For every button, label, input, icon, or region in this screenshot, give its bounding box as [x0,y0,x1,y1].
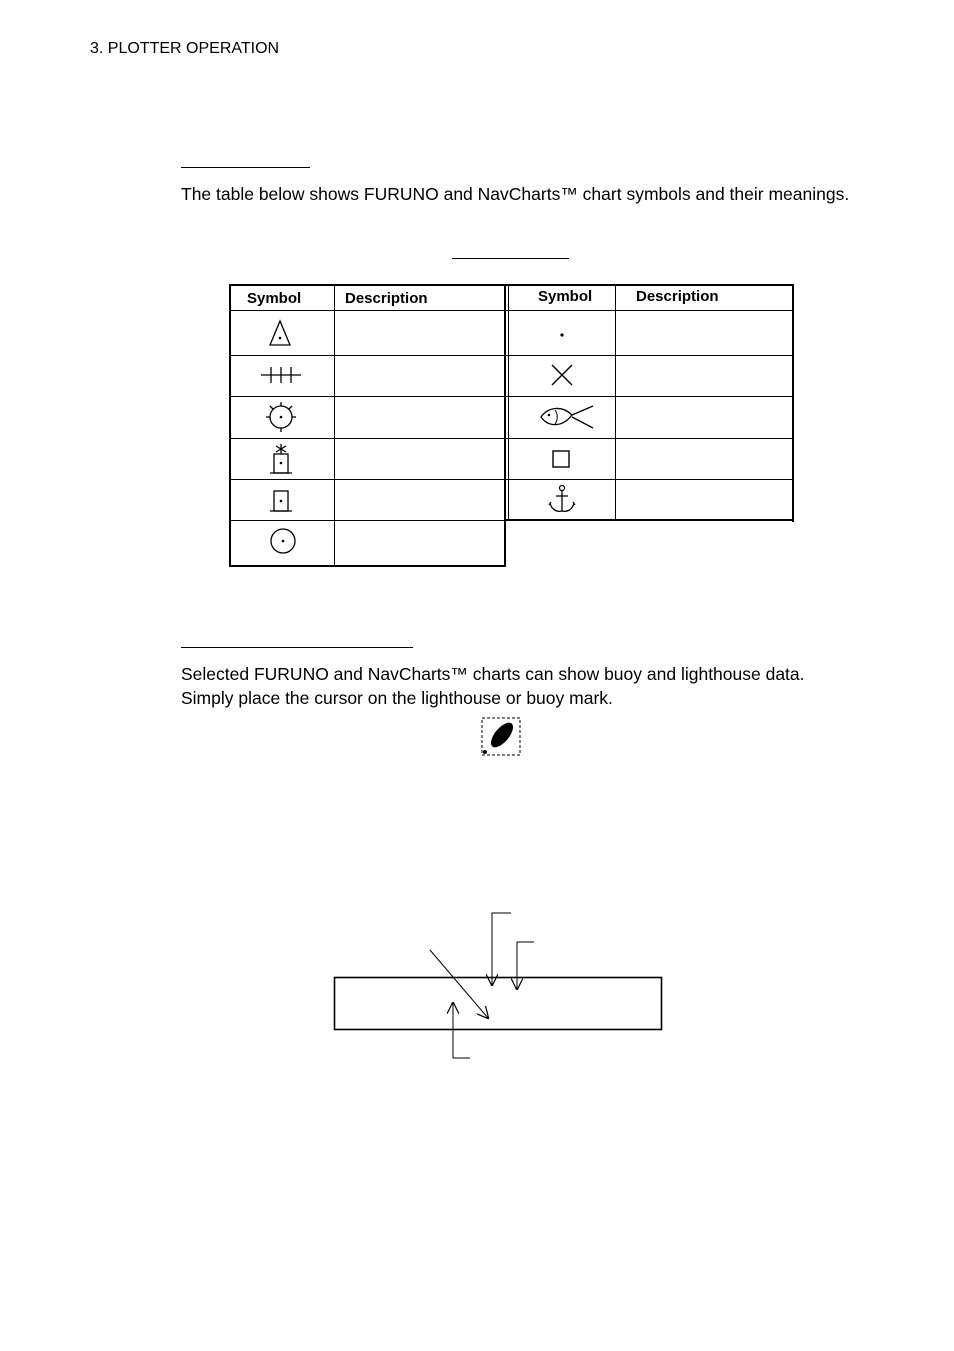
callout-arrow [492,913,511,985]
callout-arrow [430,950,488,1018]
callout-arrow [517,942,534,989]
symbols-intro-text: The table below shows FURUNO and NavCharts™ chart symbols and their meanings. [181,184,850,204]
table-header-description: Description [345,290,428,307]
running-head: 3. PLOTTER OPERATION [90,40,280,57]
table-header-symbol: Symbol [538,288,593,305]
table-header-symbol: Symbol [247,290,302,307]
data-box [335,978,662,1030]
buoy-intro-text: Selected FURUNO and NavCharts™ charts can show buoy and lighthouse data. Simply place the cursor on the lighthouse or buoy mark. [181,664,805,708]
callout-arrow [453,1003,470,1058]
table-header-description: Description [636,288,719,305]
